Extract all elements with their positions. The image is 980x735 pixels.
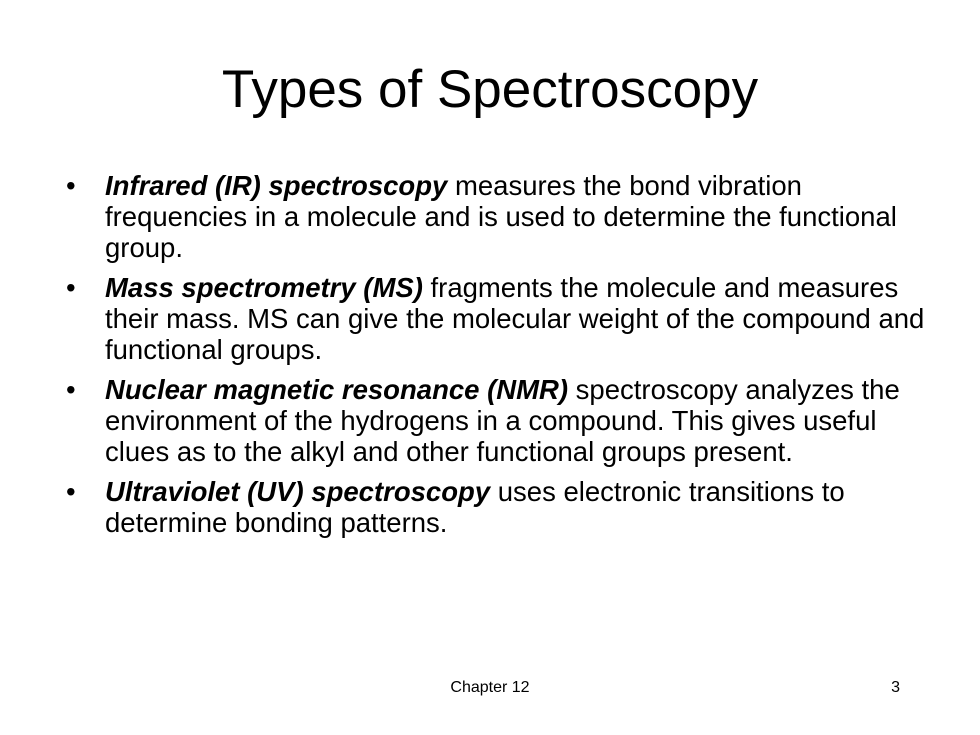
slide-title: Types of Spectroscopy [221, 60, 759, 119]
footer-chapter: Chapter 12 [450, 679, 530, 696]
bullet-term: Infrared (IR) spectroscopy [105, 170, 448, 201]
bullet-item-nmr [66, 374, 936, 467]
bullet-dot-icon: • [66, 476, 76, 507]
bullet-item-ultraviolet [66, 476, 936, 538]
bullet-text: spectroscopy analyzes the environment of the hydrogens in a compound. This gives useful clues as to the alkyl and other functional groups present. [105, 374, 900, 467]
bullet-dot-icon: • [66, 170, 76, 201]
bullet-dot-icon: • [66, 272, 76, 303]
bullet-term: Ultraviolet (UV) spectroscopy [105, 476, 491, 507]
bullet-text: fragments the molecule and measures their mass. MS can give the molecular weight of the compound and functional groups. [105, 272, 925, 365]
bullet-term: Nuclear magnetic resonance (NMR) [105, 374, 569, 405]
bullet-list [66, 170, 936, 547]
page-number: 3 [891, 679, 900, 696]
bullet-item-infrared [66, 170, 936, 263]
bullet-dot-icon: • [66, 374, 76, 405]
bullet-item-mass-spectrometry [66, 272, 936, 365]
bullet-term: Mass spectrometry (MS) [105, 272, 423, 303]
bullet-text: measures the bond vibration frequencies in a molecule and is used to determine the functional group. [105, 170, 897, 263]
bullet-text: uses electronic transitions to determine bonding patterns. [105, 476, 845, 538]
